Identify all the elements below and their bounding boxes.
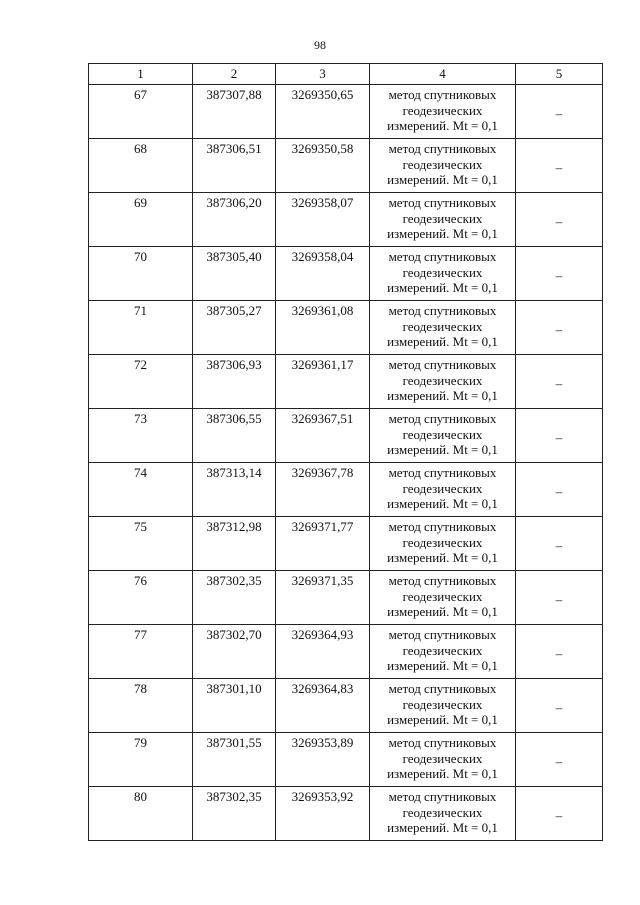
method-line-2: геодезических — [402, 588, 483, 604]
point-number-cell: 68 — [89, 139, 193, 193]
method-cell — [370, 733, 516, 787]
method-line-2: геодезических — [402, 696, 483, 712]
method-line-1: метод спутниковых — [388, 627, 497, 642]
method-line-1: метод спутниковых — [388, 411, 497, 426]
method-line-3: измерений. Mt = 0,1 — [387, 172, 498, 187]
note-value: – — [555, 321, 563, 337]
y-coordinate-cell: 3269358,04 — [276, 247, 370, 301]
y-coordinate-cell: 3269367,78 — [276, 463, 370, 517]
method-cell — [370, 517, 516, 571]
column-header-3: 3 — [276, 64, 370, 85]
table-row — [89, 787, 603, 841]
column-header-5: 5 — [516, 64, 603, 85]
method-cell — [370, 193, 516, 247]
note-cell — [516, 517, 603, 571]
x-coordinate-cell: 387302,35 — [193, 571, 276, 625]
method-line-2: геодезических — [402, 318, 483, 334]
method-cell — [370, 247, 516, 301]
y-coordinate-cell: 3269367,51 — [276, 409, 370, 463]
method-line-2: геодезических — [402, 264, 483, 280]
note-value: – — [555, 105, 563, 121]
x-coordinate-cell: 387306,55 — [193, 409, 276, 463]
table-row — [89, 571, 603, 625]
method-cell — [370, 679, 516, 733]
point-number-cell: 79 — [89, 733, 193, 787]
method-line-1: метод спутниковых — [388, 465, 497, 480]
x-coordinate-cell: 387306,93 — [193, 355, 276, 409]
method-line-3: измерений. Mt = 0,1 — [387, 712, 498, 727]
method-line-3: измерений. Mt = 0,1 — [387, 820, 498, 835]
x-coordinate-cell: 387305,40 — [193, 247, 276, 301]
note-cell — [516, 247, 603, 301]
point-number-cell: 76 — [89, 571, 193, 625]
note-cell — [516, 409, 603, 463]
point-number-cell: 73 — [89, 409, 193, 463]
method-line-2: геодезических — [402, 750, 483, 766]
y-coordinate-cell: 3269361,17 — [276, 355, 370, 409]
method-line-1: метод спутниковых — [388, 789, 497, 804]
note-cell — [516, 787, 603, 841]
method-line-1: метод спутниковых — [388, 519, 497, 534]
method-line-1: метод спутниковых — [388, 195, 497, 210]
method-line-1: метод спутниковых — [388, 357, 497, 372]
y-coordinate-cell: 3269371,77 — [276, 517, 370, 571]
method-line-2: геодезических — [402, 642, 483, 658]
x-coordinate-cell: 387306,20 — [193, 193, 276, 247]
method-line-2: геодезических — [402, 102, 483, 118]
note-cell — [516, 139, 603, 193]
note-cell — [516, 625, 603, 679]
method-cell — [370, 463, 516, 517]
x-coordinate-cell: 387301,55 — [193, 733, 276, 787]
method-line-2: геодезических — [402, 156, 483, 172]
x-coordinate-cell: 387313,14 — [193, 463, 276, 517]
y-coordinate-cell: 3269364,93 — [276, 625, 370, 679]
y-coordinate-cell: 3269371,35 — [276, 571, 370, 625]
note-value: – — [555, 645, 563, 661]
table-row — [89, 139, 603, 193]
y-coordinate-cell: 3269364,83 — [276, 679, 370, 733]
method-line-1: метод спутниковых — [388, 735, 497, 750]
table-row — [89, 85, 603, 139]
method-line-1: метод спутниковых — [388, 573, 497, 588]
note-cell — [516, 679, 603, 733]
method-line-3: измерений. Mt = 0,1 — [387, 334, 498, 349]
table-row — [89, 517, 603, 571]
method-cell — [370, 139, 516, 193]
x-coordinate-cell: 387306,51 — [193, 139, 276, 193]
note-value: – — [555, 159, 563, 175]
note-cell — [516, 301, 603, 355]
method-line-2: геодезических — [402, 480, 483, 496]
point-number-cell: 69 — [89, 193, 193, 247]
method-line-3: измерений. Mt = 0,1 — [387, 280, 498, 295]
point-number-cell: 77 — [89, 625, 193, 679]
method-cell — [370, 409, 516, 463]
y-coordinate-cell: 3269358,07 — [276, 193, 370, 247]
note-cell — [516, 733, 603, 787]
table-row — [89, 247, 603, 301]
table-row — [89, 625, 603, 679]
point-number-cell: 70 — [89, 247, 193, 301]
point-number-cell: 71 — [89, 301, 193, 355]
x-coordinate-cell: 387312,98 — [193, 517, 276, 571]
x-coordinate-cell: 387305,27 — [193, 301, 276, 355]
table-row — [89, 355, 603, 409]
method-cell — [370, 625, 516, 679]
method-line-3: измерений. Mt = 0,1 — [387, 118, 498, 133]
x-coordinate-cell: 387302,35 — [193, 787, 276, 841]
y-coordinate-cell: 3269361,08 — [276, 301, 370, 355]
method-line-1: метод спутниковых — [388, 681, 497, 696]
y-coordinate-cell: 3269353,92 — [276, 787, 370, 841]
method-line-3: измерений. Mt = 0,1 — [387, 550, 498, 565]
page-number: 98 — [314, 38, 326, 52]
table-body — [89, 85, 603, 841]
note-value: – — [555, 699, 563, 715]
note-cell — [516, 355, 603, 409]
method-line-2: геодезических — [402, 210, 483, 226]
method-cell — [370, 355, 516, 409]
note-value: – — [555, 429, 563, 445]
method-line-1: метод спутниковых — [388, 141, 497, 156]
table-header-row — [89, 64, 603, 85]
table-row — [89, 409, 603, 463]
method-line-3: измерений. Mt = 0,1 — [387, 496, 498, 511]
x-coordinate-cell: 387302,70 — [193, 625, 276, 679]
method-line-2: геодезических — [402, 372, 483, 388]
coordinates-table — [88, 63, 603, 841]
method-line-1: метод спутниковых — [388, 249, 497, 264]
method-line-3: измерений. Mt = 0,1 — [387, 658, 498, 673]
note-cell — [516, 193, 603, 247]
note-value: – — [555, 213, 563, 229]
method-line-1: метод спутниковых — [388, 303, 497, 318]
table-row — [89, 733, 603, 787]
note-value: – — [555, 807, 563, 823]
note-cell — [516, 85, 603, 139]
point-number-cell: 75 — [89, 517, 193, 571]
note-value: – — [555, 483, 563, 499]
method-line-3: измерений. Mt = 0,1 — [387, 766, 498, 781]
table-row — [89, 679, 603, 733]
method-cell — [370, 301, 516, 355]
note-value: – — [555, 267, 563, 283]
point-number-cell: 80 — [89, 787, 193, 841]
method-line-3: измерений. Mt = 0,1 — [387, 388, 498, 403]
note-value: – — [555, 375, 563, 391]
table-row — [89, 463, 603, 517]
note-value: – — [555, 537, 563, 553]
method-line-1: метод спутниковых — [388, 87, 497, 102]
point-number-cell: 78 — [89, 679, 193, 733]
column-header-4: 4 — [370, 64, 516, 85]
method-line-3: измерений. Mt = 0,1 — [387, 604, 498, 619]
note-value: – — [555, 753, 563, 769]
x-coordinate-cell: 387301,10 — [193, 679, 276, 733]
point-number-cell: 72 — [89, 355, 193, 409]
note-value: – — [555, 591, 563, 607]
x-coordinate-cell: 387307,88 — [193, 85, 276, 139]
method-line-2: геодезических — [402, 426, 483, 442]
method-line-2: геодезических — [402, 804, 483, 820]
y-coordinate-cell: 3269350,58 — [276, 139, 370, 193]
method-line-3: измерений. Mt = 0,1 — [387, 442, 498, 457]
column-header-1: 1 — [89, 64, 193, 85]
method-cell — [370, 85, 516, 139]
y-coordinate-cell: 3269350,65 — [276, 85, 370, 139]
note-cell — [516, 571, 603, 625]
point-number-cell: 67 — [89, 85, 193, 139]
method-line-2: геодезических — [402, 534, 483, 550]
method-line-3: измерений. Mt = 0,1 — [387, 226, 498, 241]
column-header-2: 2 — [193, 64, 276, 85]
point-number-cell: 74 — [89, 463, 193, 517]
table-row — [89, 193, 603, 247]
method-cell — [370, 571, 516, 625]
y-coordinate-cell: 3269353,89 — [276, 733, 370, 787]
note-cell — [516, 463, 603, 517]
table-row — [89, 301, 603, 355]
method-cell — [370, 787, 516, 841]
